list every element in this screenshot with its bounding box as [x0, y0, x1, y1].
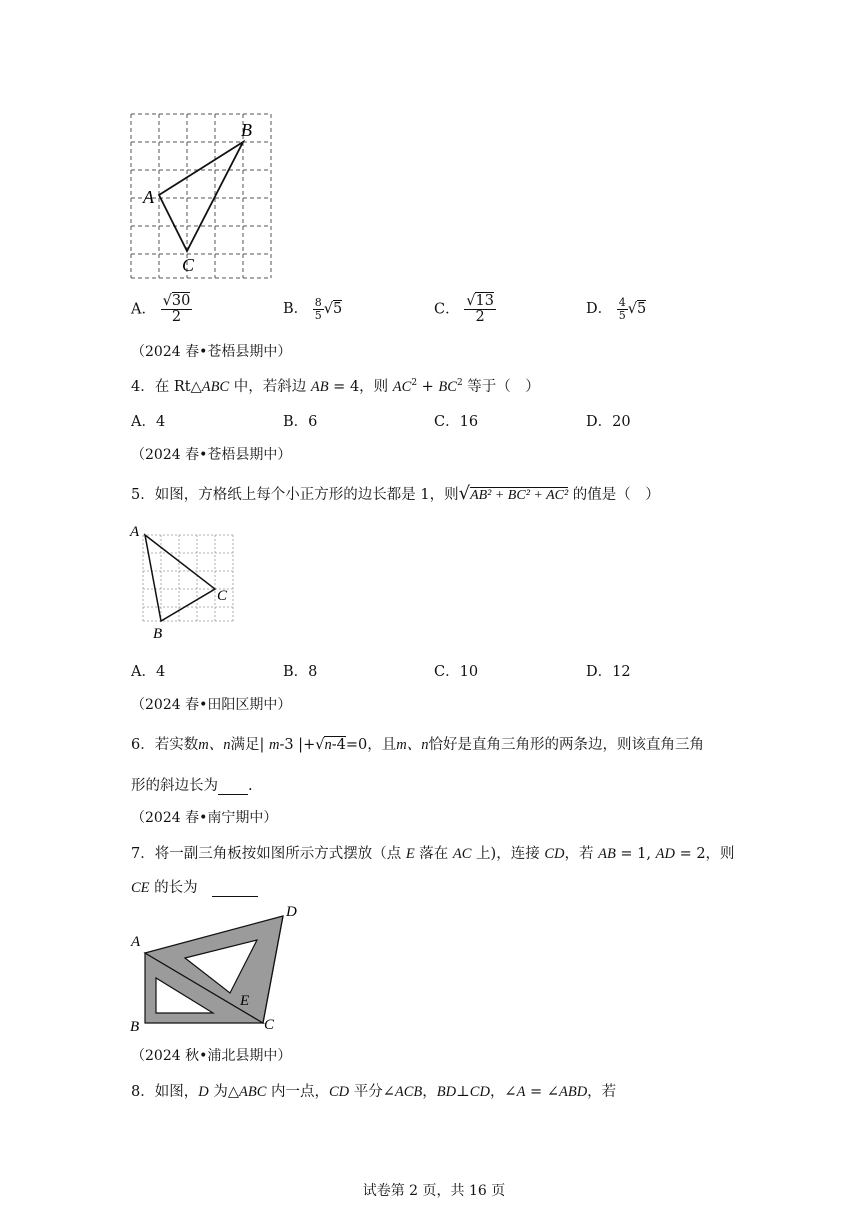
q5-stem: 5．如图，方格纸上每个小正方形的边长都是 1，则√AB² + BC² + AC² 的值是（ ） — [131, 483, 660, 504]
q8-source: （2024 秋•浦北县期中） — [131, 1048, 292, 1064]
q4-option-a[interactable]: A．4 — [131, 414, 166, 430]
page-footer: 试卷第 2 页，共 16 页 — [362, 1183, 506, 1199]
q7-label-b: B — [130, 1019, 140, 1035]
q5-label-c: C — [217, 588, 228, 604]
q5-option-a[interactable]: A．4 — [131, 664, 166, 680]
q6-source: （2024 春•田阳区期中） — [131, 697, 292, 713]
q7-stem-line2: CE 的长为 — [131, 876, 258, 897]
q7-label-a: A — [131, 934, 141, 950]
q6-answer-blank[interactable] — [218, 778, 248, 795]
q7-stem-line1: 7．将一副三角板按如图所示方式摆放（点 E 落在 AC 上)，连接 CD，若 AB = 1, AD = 2，则 — [131, 846, 735, 862]
q5-option-c[interactable]: C．10 — [434, 664, 479, 680]
q4-option-d[interactable]: D．20 — [586, 414, 631, 430]
q5-grid — [143, 535, 233, 621]
q3-option-d[interactable]: D． $\frac{4}{5}$ √5 — [586, 296, 647, 322]
q3-option-b[interactable]: B． $\frac{8}{5}$ √5 — [283, 296, 343, 322]
q3-figure — [125, 108, 285, 283]
q7-label-d: D — [286, 904, 297, 920]
q3-option-a[interactable]: A． $\frac{√30}{2}$ — [131, 293, 191, 326]
q6-stem-line2: 形的斜边长为 . — [131, 778, 253, 794]
q5-triangle — [145, 535, 215, 621]
q8-stem: 8．如图，D 为△ABC 内一点，CD 平分∠ACB，BD⊥CD，∠A = ∠ABD，若 — [131, 1084, 617, 1100]
q4-option-c[interactable]: C．16 — [434, 414, 479, 430]
q7-label-c: C — [264, 1017, 275, 1033]
q3-label-b: B — [241, 120, 252, 140]
q4-stem: 4．在 Rt△ABC 中，若斜边 AB = 4，则 $AC^2 + BC^2$ 等于（ ） — [131, 378, 540, 395]
q5-option-b[interactable]: B．8 — [283, 664, 318, 680]
q5-source: （2024 春•苍梧县期中） — [131, 447, 292, 463]
q3-option-a-frac: $\frac{√30}{2}$ — [162, 293, 191, 326]
q4-source: （2024 春•苍梧县期中） — [131, 344, 292, 360]
q7-figure — [125, 900, 315, 1040]
q3-label-a: A — [143, 187, 154, 207]
q3-label-c: C — [182, 255, 195, 275]
q5-figure — [125, 520, 245, 642]
q3-option-c[interactable]: C． $\frac{√13}{2}$ — [434, 293, 494, 326]
q6-stem-line1: 6．若实数m、n满足| m-3 |+√n-4=0，且m、n恰好是直角三角形的两条边，则该直角三角 — [131, 737, 704, 753]
q7-label-e: E — [240, 993, 250, 1009]
q3-triangle — [159, 142, 243, 251]
q5-option-d[interactable]: D．12 — [586, 664, 631, 680]
q5-label-a: A — [130, 524, 140, 540]
q4-option-b[interactable]: B．6 — [283, 414, 318, 430]
q5-label-b: B — [153, 626, 163, 642]
q7-source: （2024 春•南宁期中） — [131, 810, 278, 826]
q7-answer-blank[interactable] — [212, 880, 258, 897]
